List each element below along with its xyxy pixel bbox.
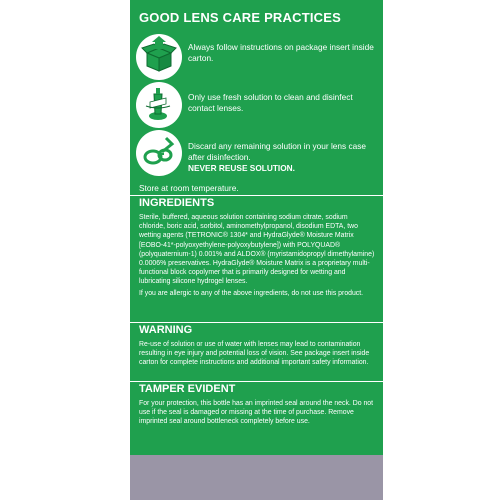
solution-bottle-icon [136, 82, 182, 128]
ingredients-body [139, 213, 375, 300]
lens-case-icon [136, 130, 182, 176]
warning-text: Re-use of solution or use of water with lenses may lead to contamination resulting in eye injury and potential loss of vision. See package insert inside carton for complete instructions and additional important safety information. [139, 341, 370, 367]
practice-item [188, 42, 378, 64]
bottom-band [130, 455, 383, 500]
tamper-body [139, 399, 375, 429]
store-note: Store at room temperature. [139, 183, 239, 193]
practice-emphasis: NEVER REUSE SOLUTION. [188, 163, 295, 173]
tamper-text: For your protection, this bottle has an imprinted seal around the neck. Do not use if the seal is damaged or missing at the time of purchase. Remove imprinted seal around bottleneck completely before use. [139, 400, 374, 426]
page-title: GOOD LENS CARE PRACTICES [139, 10, 341, 25]
warning-body [139, 340, 375, 370]
product-label-panel [130, 0, 383, 500]
practice-text: Always follow instructions on package insert inside carton. [188, 42, 374, 63]
practice-text: Discard any remaining solution in your lens case after disinfection. [188, 141, 367, 162]
allergy-text: If you are allergic to any of the above ingredients, do not use this product. [139, 289, 364, 297]
ingredients-text: Sterile, buffered, aqueous solution containing sodium citrate, sodium chloride, boric acid, sorbitol, aminomethylpropanol, disodium EDTA, two wetting agents (TETRONIC® 1304* and HydraGlyde® Moisture Matrix [EOBO-41*-polyoxyethylene-polyoxybutylene]) with POLYQUAD® (polyquaternium-1) 0.001% and ALDOX® (myristamidopropyl dimethylamine) 0.0006% preservatives. HydraGlyde® Moisture Matrix is a proprietary multi-functional block copolymer that is primarily designed for wetting and lubricating silicone hydrogel lenses. [139, 214, 375, 286]
practice-item [188, 141, 378, 174]
tamper-heading: TAMPER EVIDENT [130, 381, 383, 396]
package-box-icon [136, 34, 182, 80]
practice-item [188, 92, 378, 114]
warning-heading: WARNING [130, 322, 383, 337]
ingredients-heading: INGREDIENTS [130, 195, 383, 210]
practice-text: Only use fresh solution to clean and disinfect contact lenses. [188, 92, 353, 113]
